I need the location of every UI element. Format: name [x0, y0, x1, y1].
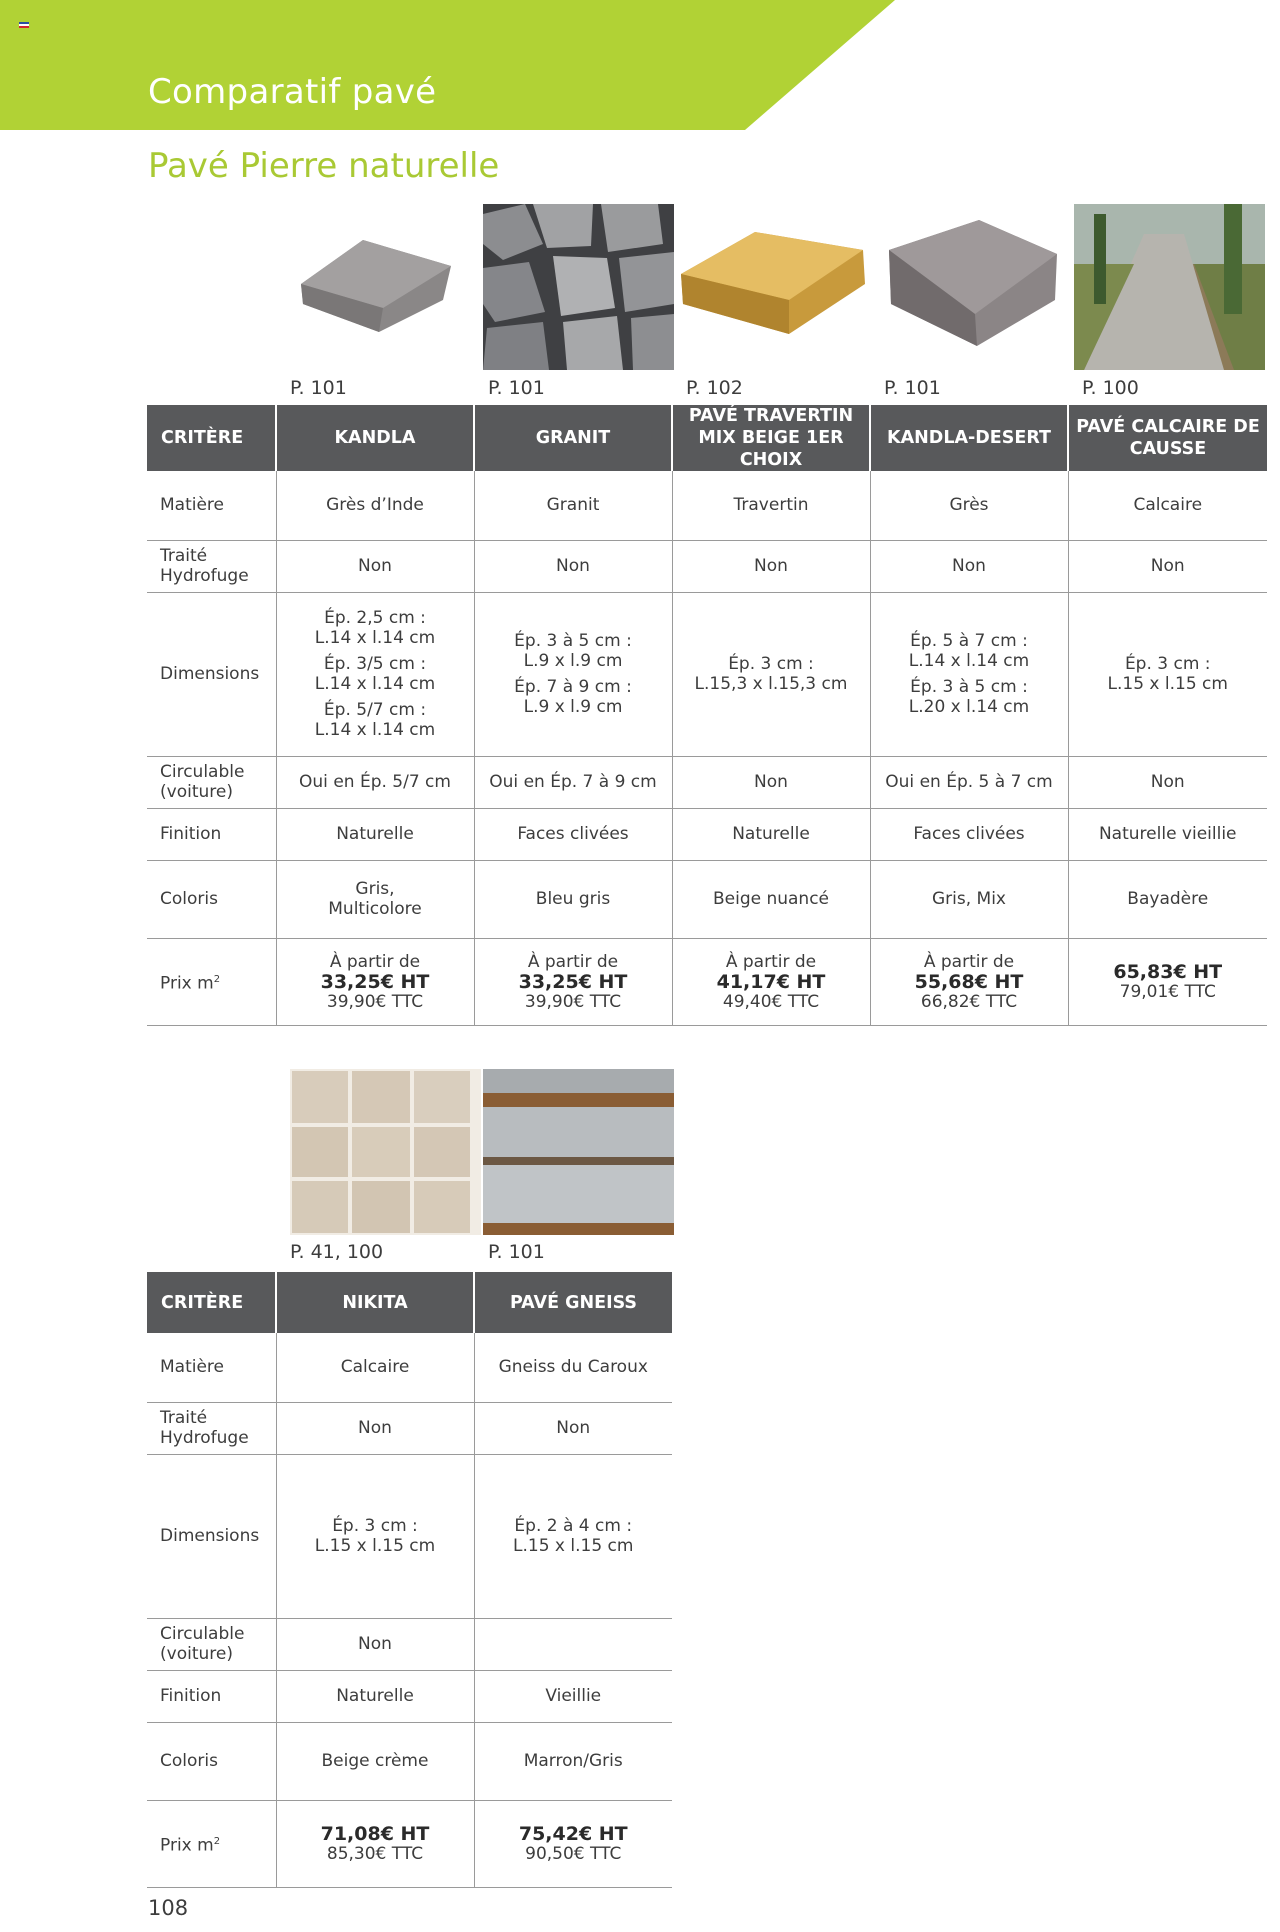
- table-cell: Non: [276, 1402, 474, 1454]
- table-cell: Faces clivées: [870, 808, 1068, 860]
- row-label: Finition: [147, 1670, 276, 1722]
- table-row: [147, 1618, 672, 1670]
- dimension-line: Ép. 3 cm :: [332, 1516, 418, 1536]
- table-cell: Faces clivées: [474, 808, 672, 860]
- row-label-line: Circulable: [160, 762, 245, 782]
- dimension-line: Ép. 2 à 4 cm :: [514, 1516, 633, 1536]
- table-cell: Beige nuancé: [672, 860, 870, 938]
- dimension-line: Ép. 7 à 9 cm :: [514, 677, 632, 697]
- price-from: À partir de: [527, 951, 619, 972]
- dimension-line: L.14 x l.14 cm: [314, 628, 436, 648]
- price-ttc: 39,90€ TTC: [326, 991, 424, 1012]
- column-header: KANDLA-DESERT: [870, 405, 1068, 471]
- price-ttc: 39,90€ TTC: [524, 991, 622, 1012]
- price-from: À partir de: [329, 951, 421, 972]
- table-cell: Bayadère: [1068, 860, 1267, 938]
- page-ref: P. 101: [488, 377, 545, 399]
- table-row: [147, 1722, 672, 1800]
- table-cell: Beige crème: [276, 1722, 474, 1800]
- table-row: [147, 1800, 672, 1887]
- dimension-line: Ép. 3 cm :: [1124, 654, 1211, 674]
- table-cell: [474, 1618, 672, 1670]
- price-ht: 65,83€ HT: [1113, 960, 1223, 983]
- price-cell: [474, 1800, 672, 1887]
- row-label: Coloris: [147, 1722, 276, 1800]
- price-ttc: 66,82€ TTC: [920, 991, 1018, 1012]
- table-cell: Calcaire: [276, 1333, 474, 1402]
- dimension-line: L.20 x l.14 cm: [908, 697, 1030, 717]
- price-ttc: 79,01€ TTC: [1119, 981, 1216, 1002]
- table-cell: Vieillie: [474, 1670, 672, 1722]
- price-ttc: 85,30€ TTC: [326, 1843, 424, 1864]
- row-label: Finition: [147, 808, 276, 860]
- table-cell: Non: [474, 1402, 672, 1454]
- price-cell: [276, 938, 474, 1025]
- dimension-line: Ép. 5 à 7 cm :: [910, 631, 1028, 651]
- page-ref: P. 102: [686, 377, 743, 399]
- table-cell: Non: [276, 1618, 474, 1670]
- price-ht: 33,25€ HT: [518, 970, 628, 993]
- table-cell: Naturelle: [276, 1670, 474, 1722]
- column-header: KANDLA: [276, 405, 474, 471]
- dimension-line: Ép. 3 à 5 cm :: [910, 677, 1028, 697]
- table-cell: Bleu gris: [474, 860, 672, 938]
- row-label-line: Traité: [160, 546, 208, 566]
- page-number: 108: [148, 1896, 189, 1920]
- calcaire-image: [1074, 204, 1265, 370]
- column-header: PAVÉ GNEISS: [474, 1272, 672, 1333]
- row-label: [147, 540, 276, 592]
- table-header-row: [147, 1272, 672, 1333]
- page-title: Comparatif pavé: [148, 72, 437, 112]
- table-cell: Marron/Gris: [474, 1722, 672, 1800]
- table-cell: [474, 1454, 672, 1618]
- table-cell: Non: [870, 540, 1068, 592]
- table-row: [147, 1333, 672, 1402]
- dimension-line: L.15 x l.15 cm: [314, 1536, 436, 1556]
- row-label: [147, 938, 276, 1025]
- price-ht: 75,42€ HT: [518, 1822, 628, 1845]
- price-cell: [1068, 938, 1267, 1025]
- table-cell: [276, 592, 474, 756]
- table-cell: Granit: [474, 471, 672, 540]
- price-cell: [276, 1800, 474, 1887]
- section-title: Pavé Pierre naturelle: [148, 146, 500, 186]
- table-cell: [870, 592, 1068, 756]
- table-row: [147, 592, 1267, 756]
- price-cell: [870, 938, 1068, 1025]
- row-label: [147, 756, 276, 808]
- row-label-text: Prix m: [160, 1835, 214, 1856]
- flag-icon: [19, 22, 29, 28]
- column-header: GRANIT: [474, 405, 672, 471]
- row-label-line: Circulable: [160, 1624, 245, 1644]
- row-label: Matière: [147, 471, 276, 540]
- table-cell: Gneiss du Caroux: [474, 1333, 672, 1402]
- comparison-table-1: [147, 405, 1267, 1026]
- row-label: Dimensions: [147, 592, 276, 756]
- page-ref: P. 41, 100: [290, 1241, 384, 1263]
- row-label: Matière: [147, 1333, 276, 1402]
- row-label-line: Hydrofuge: [160, 566, 249, 586]
- gneiss-image: [483, 1069, 674, 1235]
- table-row: [147, 938, 1267, 1025]
- price-ht: 55,68€ HT: [914, 970, 1024, 993]
- table-row: [147, 1402, 672, 1454]
- row-label-line: Traité: [160, 1408, 208, 1428]
- row-label-sup: 2: [213, 973, 221, 985]
- granit-image: [483, 204, 674, 370]
- dimension-line: L.14 x l.14 cm: [908, 651, 1030, 671]
- table-cell: Grès: [870, 471, 1068, 540]
- table-cell: [672, 592, 870, 756]
- table-row: [147, 756, 1267, 808]
- table-cell: [276, 1454, 474, 1618]
- table-header-row: [147, 405, 1267, 471]
- table-cell: Oui en Ép. 5 à 7 cm: [870, 756, 1068, 808]
- price-ttc: 49,40€ TTC: [722, 991, 820, 1012]
- dimension-line: L.15 x l.15 cm: [1107, 674, 1228, 694]
- row-label: Coloris: [147, 860, 276, 938]
- table-row: [147, 860, 1267, 938]
- row-label-line: Hydrofuge: [160, 1428, 249, 1448]
- row-label-line: (voiture): [160, 782, 233, 802]
- column-header: CRITÈRE: [147, 1272, 276, 1333]
- table-row: [147, 1454, 672, 1618]
- dimension-line: L.9 x l.9 cm: [523, 697, 623, 717]
- table-cell: [1068, 592, 1267, 756]
- dimension-line: L.15 x l.15 cm: [513, 1536, 634, 1556]
- dimension-line: Ép. 3 cm :: [728, 654, 814, 674]
- dimension-line: Ép. 2,5 cm :: [324, 608, 426, 628]
- table-cell: Non: [276, 540, 474, 592]
- table-cell: [474, 592, 672, 756]
- table-cell: [276, 860, 474, 938]
- price-ht: 71,08€ HT: [320, 1822, 430, 1845]
- kandla-image: [283, 204, 474, 370]
- row-label: [147, 1618, 276, 1670]
- table-cell: Grès d’Inde: [276, 471, 474, 540]
- page-ref: P. 101: [290, 377, 347, 399]
- column-header: NIKITA: [276, 1272, 474, 1333]
- kandla-desert-image: [879, 204, 1070, 370]
- column-header: PAVÉ CALCAIRE DE CAUSSE: [1068, 405, 1267, 471]
- row-label-line: (voiture): [160, 1644, 233, 1664]
- page-ref: P. 101: [884, 377, 941, 399]
- nikita-image: [290, 1069, 481, 1235]
- travertin-image: [677, 204, 868, 370]
- dimension-line: L.15,3 x l.15,3 cm: [694, 674, 848, 694]
- dimension-line: L.9 x l.9 cm: [523, 651, 623, 671]
- table-cell: Oui en Ép. 7 à 9 cm: [474, 756, 672, 808]
- price-ht: 41,17€ HT: [716, 970, 826, 993]
- table-cell: Naturelle: [672, 808, 870, 860]
- row-label-text: Prix m: [160, 973, 214, 994]
- table-cell: Naturelle: [276, 808, 474, 860]
- table-cell: Naturelle vieillie: [1068, 808, 1267, 860]
- table-cell: Non: [672, 540, 870, 592]
- price-from: À partir de: [923, 951, 1015, 972]
- table-cell: Calcaire: [1068, 471, 1267, 540]
- page-ref: P. 101: [488, 1241, 545, 1263]
- price-from: À partir de: [725, 951, 817, 972]
- row-label: [147, 1800, 276, 1887]
- table-cell: Non: [1068, 756, 1267, 808]
- dimension-line: Ép. 5/7 cm :: [323, 700, 427, 720]
- row-label: Dimensions: [147, 1454, 276, 1618]
- price-ht: 33,25€ HT: [320, 970, 430, 993]
- table-cell: Travertin: [672, 471, 870, 540]
- dimension-line: Ép. 3 à 5 cm :: [514, 631, 632, 651]
- table-cell: Non: [1068, 540, 1267, 592]
- table-row: [147, 808, 1267, 860]
- price-cell: [474, 938, 672, 1025]
- table-row: [147, 1670, 672, 1722]
- table-cell: Gris, Mix: [870, 860, 1068, 938]
- table-row: [147, 471, 1267, 540]
- dimension-line: L.14 x l.14 cm: [314, 674, 436, 694]
- price-ttc: 90,50€ TTC: [525, 1843, 622, 1864]
- comparison-table-2: [147, 1272, 672, 1888]
- column-header: CRITÈRE: [147, 405, 276, 471]
- price-cell: [672, 938, 870, 1025]
- page-ref: P. 100: [1082, 377, 1139, 399]
- table-cell: Oui en Ép. 5/7 cm: [276, 756, 474, 808]
- dimension-line: Ép. 3/5 cm :: [323, 654, 427, 674]
- coloris-line: Multicolore: [328, 899, 422, 919]
- dimension-line: L.14 x l.14 cm: [314, 720, 436, 740]
- table-row: [147, 540, 1267, 592]
- row-label: [147, 1402, 276, 1454]
- table-cell: Non: [672, 756, 870, 808]
- row-label-sup: 2: [213, 1835, 221, 1847]
- table-cell: Non: [474, 540, 672, 592]
- coloris-line: Gris,: [355, 879, 395, 899]
- column-header: PAVÉ TRAVERTIN MIX BEIGE 1ER CHOIX: [672, 405, 870, 471]
